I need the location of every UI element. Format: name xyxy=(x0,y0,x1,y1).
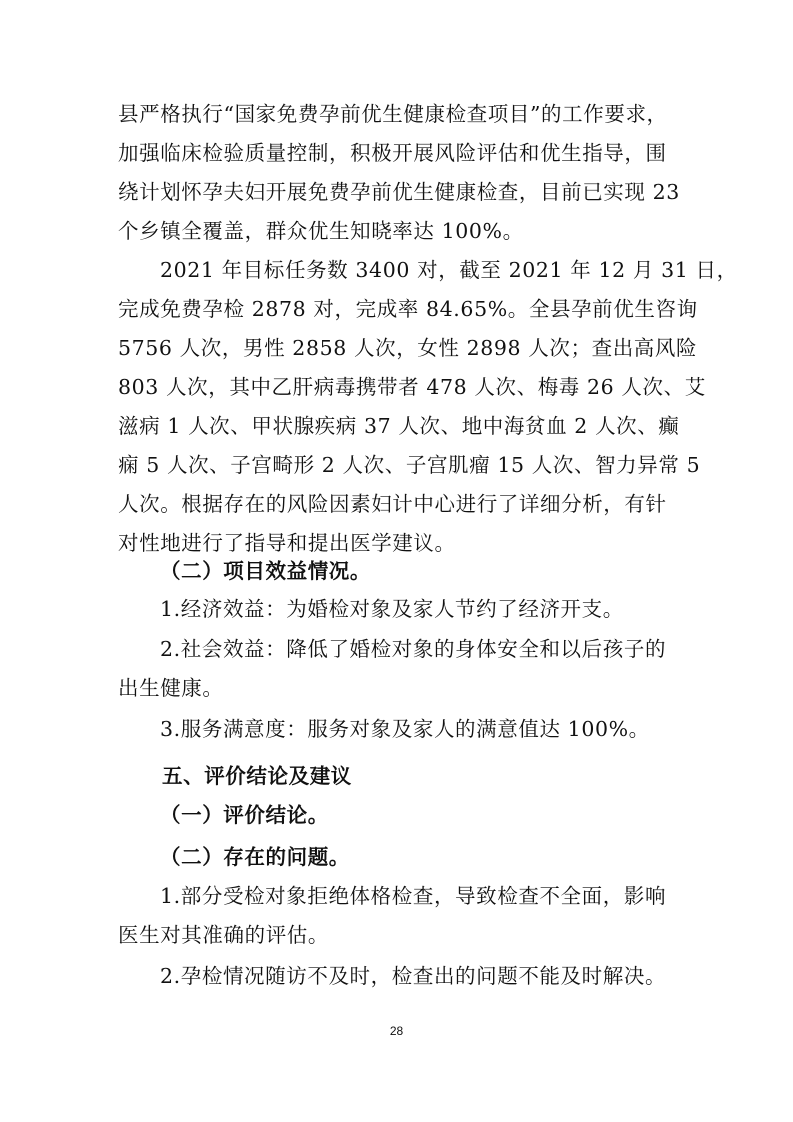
paragraph-annual-target xyxy=(118,251,738,563)
paragraph-benefit-satisfaction xyxy=(118,710,678,749)
text-line: 痫 5 人次、子宫畸形 2 人次、子宫肌瘤 15 人次、智力异常 5 xyxy=(118,453,701,477)
text-line: 县严格执行“国家免费孕前优生健康检查项目”的工作要求， xyxy=(118,102,668,126)
text-line: 2021 年目标任务数 3400 对，截至 2021 年 12 月 31 日， xyxy=(160,258,738,282)
paragraph-benefit-economic xyxy=(118,590,678,629)
subheading-existing-problems: （二）存在的问题。 xyxy=(160,845,350,869)
text-line: 2.孕检情况随访不及时，检查出的问题不能及时解决。 xyxy=(160,964,667,988)
text-line: 医生对其准确的评估。 xyxy=(118,923,329,947)
text-line: 1.部分受检对象拒绝体格检查，导致检查不全面，影响 xyxy=(160,884,667,908)
text-line: 个乡镇全覆盖，群众优生知晓率达 100%。 xyxy=(118,219,524,243)
section-heading-conclusion: 五、评价结论及建议 xyxy=(162,764,352,788)
text-line: 出生健康。 xyxy=(118,676,224,700)
text-line: 对性地进行了指导和提出医学建议。 xyxy=(118,531,456,555)
text-line: 加强临床检验质量控制，积极开展风险评估和优生指导，围 xyxy=(118,141,667,165)
paragraph-benefit-social xyxy=(118,630,678,708)
paragraph-project-execution xyxy=(118,95,678,251)
text-line: 人次。根据存在的风险因素妇计中心进行了详细分析，有针 xyxy=(118,492,667,516)
page-number: 28 xyxy=(389,1024,404,1038)
text-line: 1.经济效益：为婚检对象及家人节约了经济开支。 xyxy=(160,597,624,621)
section-heading-benefit: （二）项目效益情况。 xyxy=(160,559,371,583)
paragraph-issue-followup xyxy=(118,957,678,996)
text-line: 绕计划怀孕夫妇开展免费孕前优生健康检查，目前已实现 23 xyxy=(118,180,680,204)
text-line: 3.服务满意度：服务对象及家人的满意值达 100%。 xyxy=(160,717,650,741)
text-line: 803 人次，其中乙肝病毒携带者 478 人次、梅毒 26 人次、艾 xyxy=(118,375,706,399)
paragraph-issue-refusal xyxy=(118,877,678,955)
text-line: 完成免费孕检 2878 对，完成率 84.65%。全县孕前优生咨询 xyxy=(118,297,698,321)
text-line: 滋病 1 人次、甲状腺疾病 37 人次、地中海贫血 2 人次、癫 xyxy=(118,414,680,438)
text-line: 2.社会效益：降低了婚检对象的身体安全和以后孩子的 xyxy=(160,637,667,661)
subheading-evaluation-conclusion: （一）评价结论。 xyxy=(160,803,329,827)
text-line: 5756 人次，男性 2858 人次，女性 2898 人次；查出高风险 xyxy=(118,336,698,360)
